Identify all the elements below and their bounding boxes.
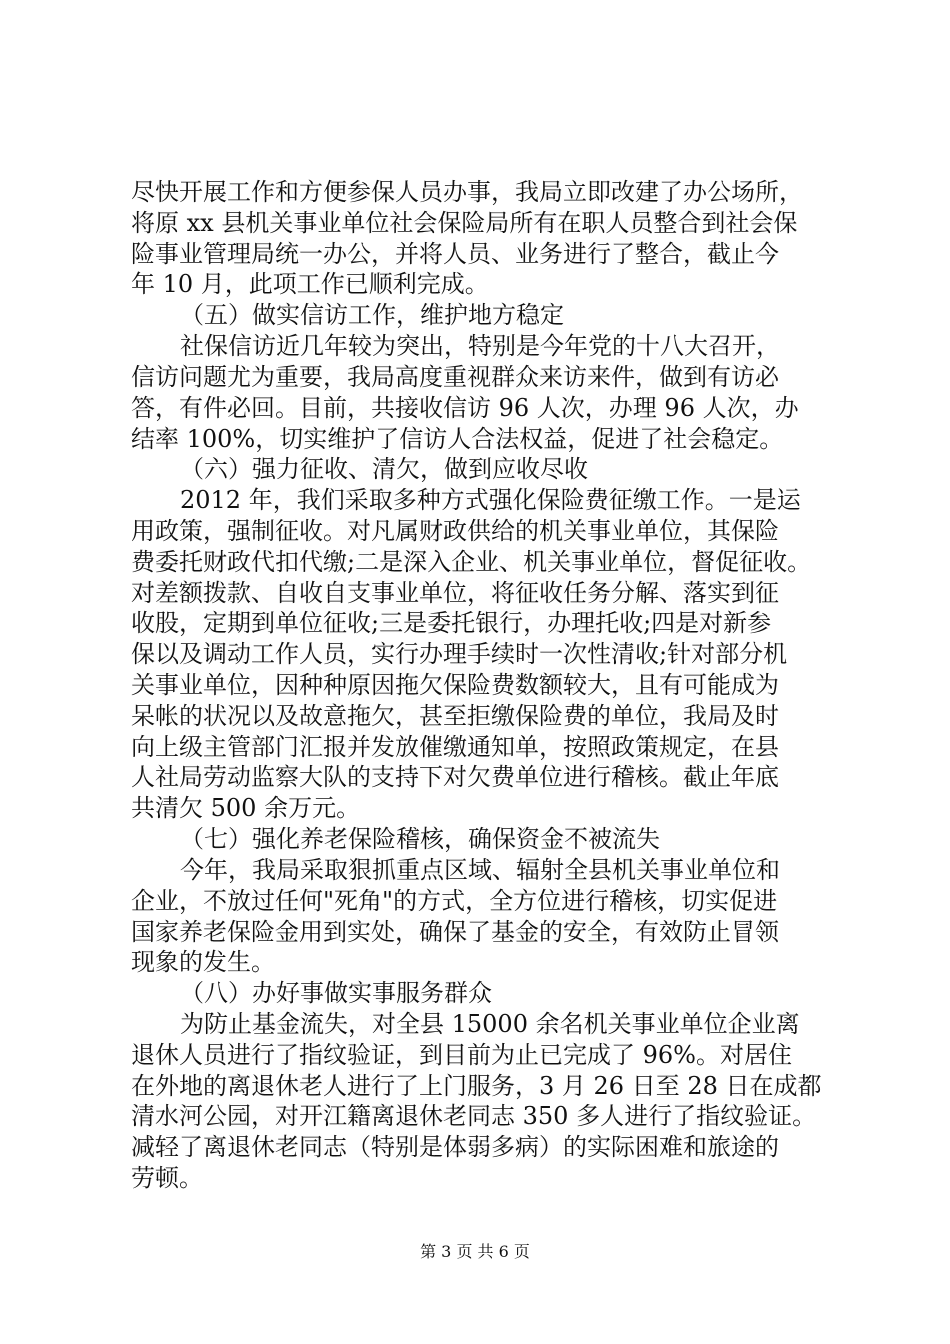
text-line: 将原 xx 县机关事业单位社会保险局所有在职人员整合到社会保 — [131, 209, 798, 237]
text-line: 答，有件必回。目前，共接收信访 96 人次，办理 96 人次，办 — [131, 394, 799, 422]
text-line: 退休人员进行了指纹验证，到目前为止已完成了 96%。对居住 — [131, 1041, 792, 1069]
text-line: 清水河公园，对开江籍离退休老同志 350 多人进行了指纹验证。 — [131, 1102, 817, 1130]
text-line: 社保信访近几年较为突出，特别是今年党的十八大召开， — [180, 332, 780, 360]
text-line: 信访问题尤为重要，我局高度重视群众来访来件，做到有访必 — [131, 363, 779, 391]
text-line: 结率 100%，切实维护了信访人合法权益，促进了社会稳定。 — [131, 425, 784, 453]
text-line: 呆帐的状况以及故意拖欠，甚至拒缴保险费的单位，我局及时 — [131, 702, 779, 730]
section-heading: （八）办好事做实事服务群众 — [180, 979, 492, 1007]
text-line: 人社局劳动监察大队的支持下对欠费单位进行稽核。截止年底 — [131, 763, 779, 791]
text-line: 在外地的离退休老人进行了上门服务，3 月 26 日至 28 日在成都 — [131, 1072, 822, 1100]
text-line: 向上级主管部门汇报并发放催缴通知单，按照政策规定，在县 — [131, 733, 779, 761]
text-line: 今年，我局采取狠抓重点区域、辐射全县机关事业单位和 — [180, 856, 780, 884]
text-line: 共清欠 500 余万元。 — [131, 794, 361, 822]
text-line: 尽快开展工作和方便参保人员办事，我局立即改建了办公场所， — [131, 178, 803, 206]
text-line: 国家养老保险金用到实处，确保了基金的安全，有效防止冒领 — [131, 918, 779, 946]
text-line: 年 10 月，此项工作已顺利完成。 — [131, 270, 489, 298]
text-line: 企业，不放过任何"死角"的方式，全方位进行稽核，切实促进 — [131, 887, 778, 915]
text-line: 用政策，强制征收。对凡属财政供给的机关事业单位，其保险 — [131, 517, 779, 545]
text-line: 险事业管理局统一办公，并将人员、业务进行了整合，截止今 — [131, 240, 779, 268]
section-heading: （七）强化养老保险稽核，确保资金不被流失 — [180, 825, 660, 853]
text-line: 收股，定期到单位征收;三是委托银行，办理托收;四是对新参 — [131, 609, 772, 637]
text-line: 关事业单位，因种种原因拖欠保险费数额较大，且有可能成为 — [131, 671, 779, 699]
section-heading: （六）强力征收、清欠，做到应收尽收 — [180, 455, 588, 483]
text-line: 劳顿。 — [131, 1164, 203, 1192]
page-footer: 第 3 页 共 6 页 — [420, 1242, 530, 1261]
section-heading: （五）做实信访工作，维护地方稳定 — [180, 301, 564, 329]
text-line: 2012 年，我们采取多种方式强化保险费征缴工作。一是运 — [180, 486, 801, 514]
text-line: 费委托财政代扣代缴;二是深入企业、机关事业单位，督促征收。 — [131, 548, 812, 576]
text-line: 减轻了离退休老同志（特别是体弱多病）的实际困难和旅途的 — [131, 1133, 779, 1161]
text-line: 保以及调动工作人员，实行办理手续时一次性清收;针对部分机 — [131, 640, 788, 668]
text-line: 对差额拨款、自收自支事业单位，将征收任务分解、落实到征 — [131, 579, 779, 607]
text-line: 现象的发生。 — [131, 948, 275, 976]
text-line: 为防止基金流失，对全县 15000 余名机关事业单位企业离 — [180, 1010, 800, 1038]
